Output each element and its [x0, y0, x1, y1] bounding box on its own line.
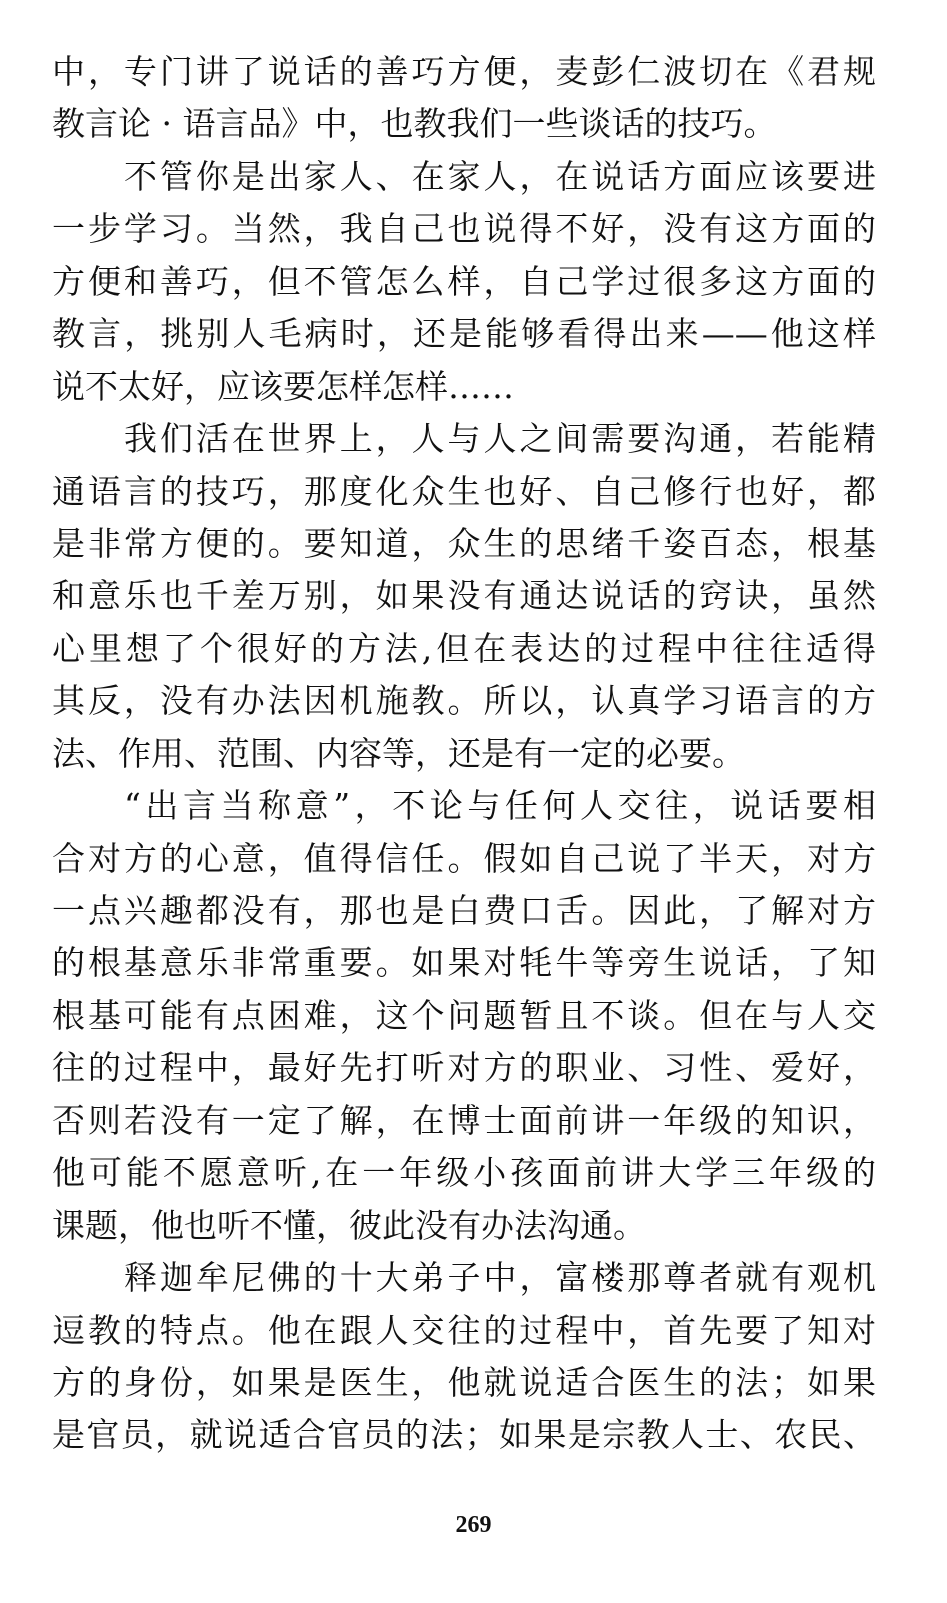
text-line: 根基可能有点困难，这个问题暂且不谈。但在与人交: [52, 995, 876, 1035]
text-line: 课题，他也听不懂，彼此没有办法沟通。: [52, 1205, 646, 1245]
text-line: 是官员，就说适合官员的法；如果是宗教人士、农民、: [52, 1415, 876, 1455]
text-line: 逗教的特点。他在跟人交往的过程中，首先要了知对: [52, 1310, 876, 1350]
page-number: 269: [455, 1512, 492, 1538]
text-line: 释迦牟尼佛的十大弟子中，富楼那尊者就有观机: [124, 1258, 876, 1298]
text-line: 方的身份，如果是医生，他就说适合医生的法；如果: [52, 1362, 876, 1402]
text-line: 通语言的技巧，那度化众生也好、自己修行也好，都: [52, 471, 876, 511]
text-line: 中，专门讲了说话的善巧方便，麦彭仁波切在《君规: [52, 52, 876, 91]
text-line: 我们活在世界上，人与人之间需要沟通，若能精: [124, 419, 876, 459]
text-line: 他可能不愿意听,在一年级小孩面前讲大学三年级的: [52, 1153, 876, 1193]
text-line: 其反，没有办法因机施教。所以，认真学习语言的方: [52, 681, 876, 721]
text-line: 的根基意乐非常重要。如果对牦牛等旁生说话，了知: [52, 943, 876, 983]
body-text: [52, 46, 876, 1462]
text-line: 心里想了个很好的方法,但在表达的过程中往往适得: [52, 628, 876, 668]
text-line: 一步学习。当然，我自己也说得不好，没有这方面的: [52, 209, 876, 249]
text-line: 和意乐也千差万别，如果没有通达说话的窍诀，虽然: [52, 576, 876, 616]
text-line: 不管你是出家人、在家人，在说话方面应该要进: [124, 156, 876, 196]
text-line: 法、作用、范围、内容等，还是有一定的必要。: [52, 733, 745, 773]
text-line: 一点兴趣都没有，那也是白费口舌。因此，了解对方: [52, 891, 876, 930]
text-line: “出言当称意”，不论与任何人交往，说话要相: [124, 786, 876, 826]
text-line: 是非常方便的。要知道，众生的思绪千姿百态，根基: [52, 523, 876, 563]
text-line: 往的过程中，最好先打听对方的职业、习性、爱好，: [52, 1048, 876, 1088]
text-line: 合对方的心意，值得信任。假如自己说了半天，对方: [52, 838, 876, 878]
text-line: 教言，挑别人毛病时，还是能够看得出来——他这样: [52, 314, 876, 354]
text-line: 否则若没有一定了解，在博士面前讲一年级的知识，: [52, 1100, 876, 1140]
text-line: 方便和善巧，但不管怎么样，自己学过很多这方面的: [52, 261, 876, 301]
text-line: 说不太好，应该要怎样怎样……: [52, 366, 514, 406]
text-line: 教言论 · 语言品》中，也教我们一些谈话的技巧。: [52, 104, 777, 144]
